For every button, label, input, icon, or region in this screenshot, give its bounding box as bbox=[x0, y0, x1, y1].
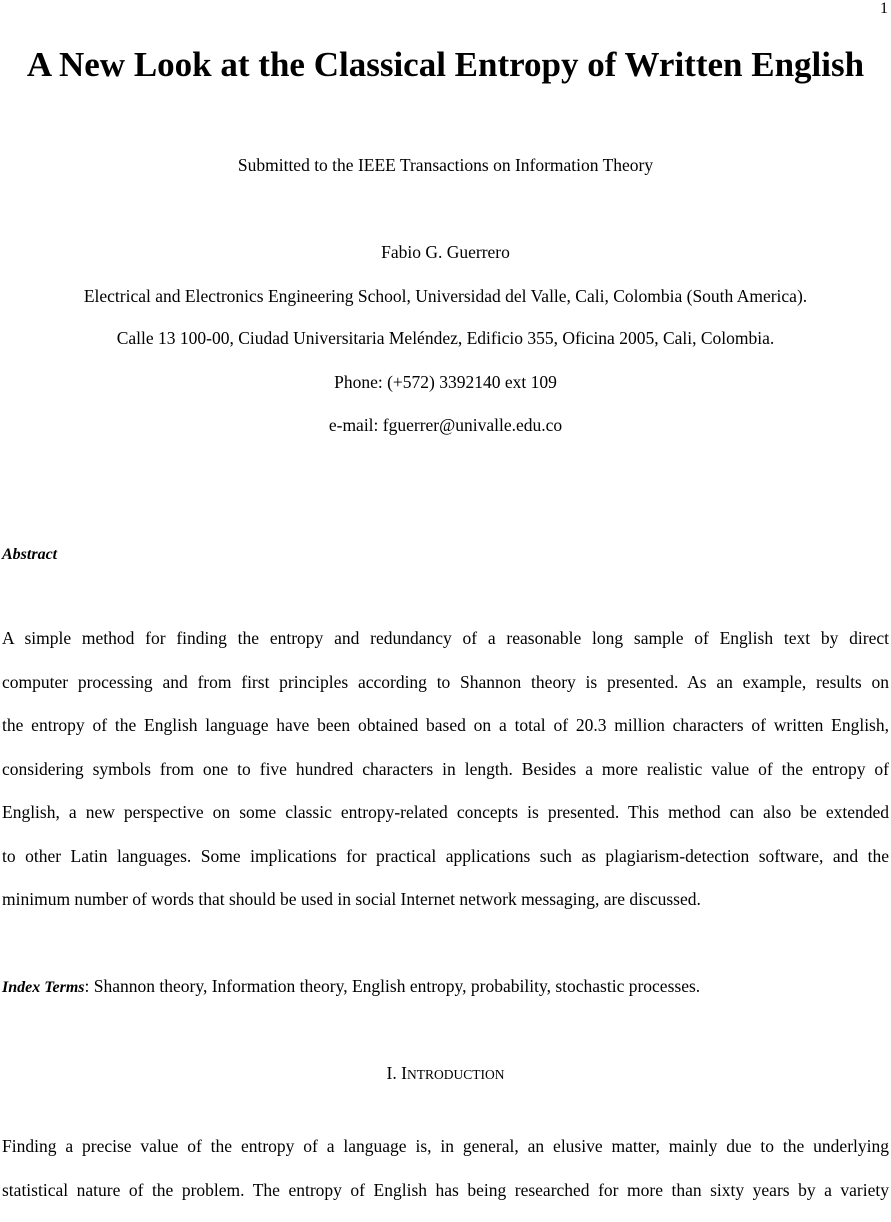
abstract-body bbox=[2, 627, 889, 932]
author-email: e-mail: fguerrer@univalle.edu.co bbox=[0, 414, 891, 436]
abstract-line: considering symbols from one to five hundred characters in length. Besides a more realistic value of the entropy of bbox=[2, 758, 889, 802]
section-number: I. I bbox=[387, 1063, 407, 1083]
abstract-heading: Abstract bbox=[2, 545, 57, 565]
submission-note: Submitted to the IEEE Transactions on Information Theory bbox=[0, 154, 891, 176]
section-title: NTRODUCTION bbox=[407, 1067, 505, 1082]
abstract-line: English, a new perspective on some classic entropy-related concepts is presented. This method can also be extended bbox=[2, 801, 889, 845]
author-address: Calle 13 100-00, Ciudad Universitaria Meléndez, Edificio 355, Oficina 2005, Cali, Colombia. bbox=[0, 327, 891, 349]
index-terms bbox=[2, 975, 700, 999]
intro-line: statistical nature of the problem. The entropy of English has being researched for more than sixty years by a variety bbox=[2, 1179, 889, 1222]
paper-title: A New Look at the Classical Entropy of Written English bbox=[0, 44, 891, 86]
index-terms-label: Index Terms bbox=[2, 979, 85, 996]
page-number: 1 bbox=[880, 0, 888, 18]
introduction-body bbox=[2, 1135, 889, 1222]
abstract-line: to other Latin languages. Some implications for practical applications such as plagiarism-detection software, and the bbox=[2, 845, 889, 889]
author-name: Fabio G. Guerrero bbox=[0, 241, 891, 263]
section-heading-introduction bbox=[0, 1062, 891, 1086]
abstract-line: the entropy of the English language have been obtained based on a total of 20.3 million characters of written English, bbox=[2, 714, 889, 758]
author-phone: Phone: (+572) 3392140 ext 109 bbox=[0, 371, 891, 393]
abstract-line: minimum number of words that should be used in social Internet network messaging, are discussed. bbox=[2, 888, 889, 932]
index-terms-text: : Shannon theory, Information theory, English entropy, probability, stochastic processes. bbox=[85, 976, 701, 996]
abstract-line: computer processing and from first principles according to Shannon theory is presented. As an example, results on bbox=[2, 671, 889, 715]
abstract-line: A simple method for finding the entropy and redundancy of a reasonable long sample of English text by direct bbox=[2, 627, 889, 671]
intro-line: Finding a precise value of the entropy of a language is, in general, an elusive matter, mainly due to the underlying bbox=[2, 1135, 889, 1179]
author-affiliation: Electrical and Electronics Engineering School, Universidad del Valle, Cali, Colombia (South America). bbox=[0, 285, 891, 307]
